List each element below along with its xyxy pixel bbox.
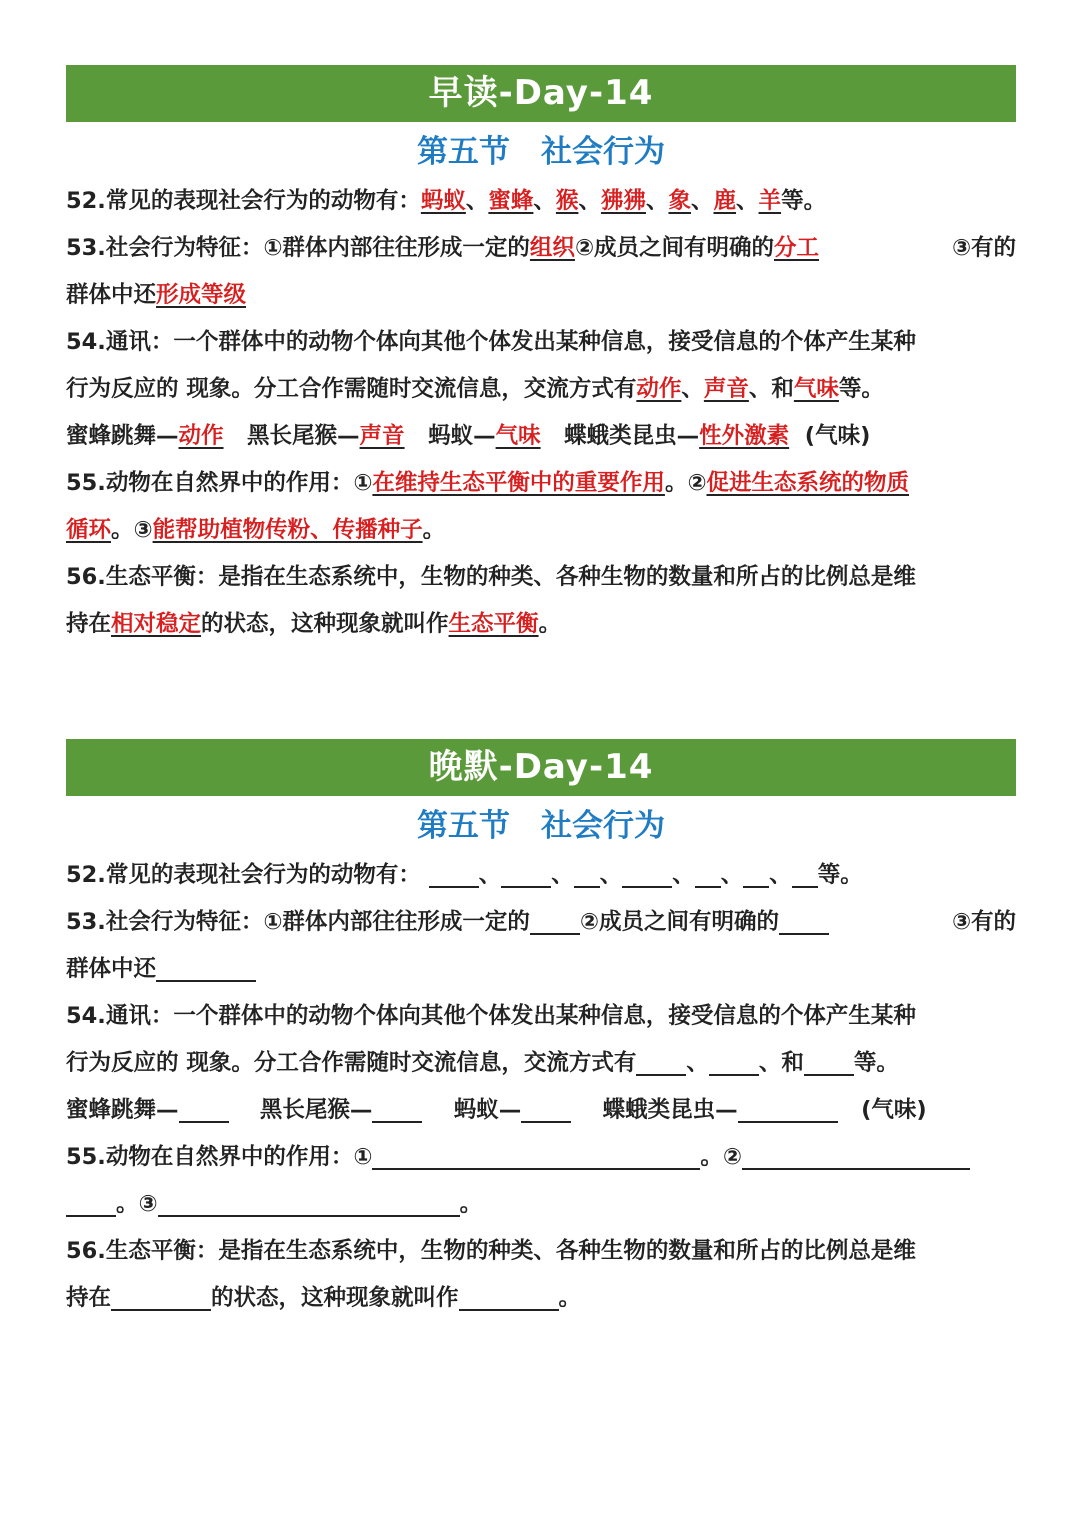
evening-subtitle: 第五节 社会行为 <box>417 808 665 844</box>
answer: 动作 <box>178 423 224 449</box>
answer-blank[interactable] <box>742 1167 970 1170</box>
evening-q55-line1: 55.动物在自然界中的作用：① 。② <box>66 1134 1016 1181</box>
answer-blank[interactable] <box>521 1120 571 1123</box>
morning-q53-line2: 群体中还形成等级 <box>66 282 247 308</box>
morning-q54-line2: 行为反应的 现象。分工合作需随时交流信息，交流方式有动作、声音、和气味等。 <box>66 376 884 402</box>
answer-blank[interactable] <box>372 1167 700 1170</box>
answer-blank[interactable] <box>530 932 580 935</box>
evening-section <box>66 739 1016 1322</box>
answer: 狒狒 <box>600 188 646 214</box>
answer: 循环 <box>66 517 112 543</box>
evening-body <box>66 852 1016 1322</box>
morning-banner: 早读-Day-14 <box>66 65 1016 122</box>
answer-blank[interactable] <box>574 885 600 888</box>
answer-blank[interactable] <box>501 885 551 888</box>
evening-q56-line2: 持在 的状态，这种现象就叫作 。 <box>66 1285 582 1311</box>
answer: 生态平衡 <box>448 611 539 637</box>
answer-blank[interactable] <box>372 1120 422 1123</box>
morning-subtitle: 第五节 社会行为 <box>417 134 665 170</box>
answer: 鹿 <box>713 188 737 214</box>
morning-q54-line1: 54.通讯：一个群体中的动物个体向其他个体发出某种信息，接受信息的个体产生某种 <box>66 329 916 355</box>
answer-blank[interactable] <box>179 1120 229 1123</box>
answer: 气味 <box>793 376 839 402</box>
answer-blank[interactable] <box>804 1073 854 1076</box>
answer-blank[interactable] <box>429 885 479 888</box>
answer-blank[interactable] <box>636 1073 686 1076</box>
answer: 在维持生态平衡中的重要作用 <box>372 470 665 496</box>
answer: 声音 <box>703 376 749 402</box>
morning-q56-line1: 56.生态平衡：是指在生态系统中，生物的种类、各种生物的数量和所占的比例总是维 <box>66 564 916 590</box>
answer: 能帮助植物传粉、传播种子 <box>152 517 423 543</box>
answer-blank[interactable] <box>622 885 672 888</box>
evening-q55-line2: 。③ 。 <box>66 1181 1016 1228</box>
answer-blank[interactable] <box>66 1214 116 1217</box>
evening-q54-line1: 54.通讯：一个群体中的动物个体向其他个体发出某种信息，接受信息的个体产生某种 <box>66 1003 916 1029</box>
evening-banner: 晚默-Day-14 <box>66 739 1016 796</box>
answer: 促进生态系统的物质 <box>706 470 910 496</box>
answer: 蜜蜂 <box>488 188 534 214</box>
answer: 形成等级 <box>156 282 247 308</box>
morning-q56-line2: 持在相对稳定的状态，这种现象就叫作生态平衡。 <box>66 611 562 637</box>
answer: 蚂蚁 <box>420 188 466 214</box>
morning-q52: 52.常见的表现社会行为的动物有：蚂蚁、蜜蜂、猴、狒狒、象、鹿、羊等。 <box>66 188 827 214</box>
answer: 分工 <box>774 235 820 261</box>
answer: 动作 <box>636 376 682 402</box>
morning-body <box>66 178 1016 648</box>
morning-section <box>66 65 1016 648</box>
answer: 气味 <box>495 423 541 449</box>
answer-blank[interactable] <box>792 885 818 888</box>
answer: 羊 <box>758 188 782 214</box>
evening-q54-line3: 蜜蜂跳舞— 黑长尾猴— 蚂蚁— 蝶蛾类昆虫— (气味) <box>66 1097 927 1123</box>
answer-blank[interactable] <box>709 1073 759 1076</box>
answer: 声音 <box>359 423 405 449</box>
answer-blank[interactable] <box>111 1308 211 1311</box>
evening-q53-line1: 53.社会行为特征：①群体内部往往形成一定的 ②成员之间有明确的 ③有的 <box>66 909 1016 935</box>
answer: 相对稳定 <box>111 611 202 637</box>
morning-q55-line1: 55.动物在自然界中的作用：①在维持生态平衡中的重要作用。②促进生态系统的物质 <box>66 470 910 496</box>
evening-q54-line2: 行为反应的 现象。分工合作需随时交流信息，交流方式有 、 、和 等。 <box>66 1050 899 1076</box>
morning-q53-line1: 53.社会行为特征：①群体内部往往形成一定的组织②成员之间有明确的分工 ③有的 <box>66 235 1016 261</box>
answer-blank[interactable] <box>158 1214 460 1217</box>
evening-q52: 52.常见的表现社会行为的动物有： 、 、 、 、 、 、 等。 <box>66 862 863 888</box>
answer-blank[interactable] <box>779 932 829 935</box>
answer-blank[interactable] <box>695 885 721 888</box>
answer: 组织 <box>529 235 575 261</box>
answer-blank[interactable] <box>743 885 769 888</box>
answer: 象 <box>668 188 691 214</box>
morning-q55-line2: 循环。③能帮助植物传粉、传播种子。 <box>66 517 446 543</box>
evening-q53-line2: 群体中还 <box>66 946 1016 993</box>
answer-blank[interactable] <box>459 1308 559 1311</box>
answer-blank[interactable] <box>738 1120 838 1123</box>
morning-q54-line3: 蜜蜂跳舞—动作 黑长尾猴—声音 蚂蚁—气味 蝶蛾类昆虫—性外激素 (气味) <box>66 423 871 449</box>
answer: 猴 <box>555 188 579 214</box>
answer: 性外激素 <box>699 423 790 449</box>
evening-q56-line1: 56.生态平衡：是指在生态系统中，生物的种类、各种生物的数量和所占的比例总是维 <box>66 1238 916 1264</box>
answer-blank[interactable] <box>156 979 256 982</box>
